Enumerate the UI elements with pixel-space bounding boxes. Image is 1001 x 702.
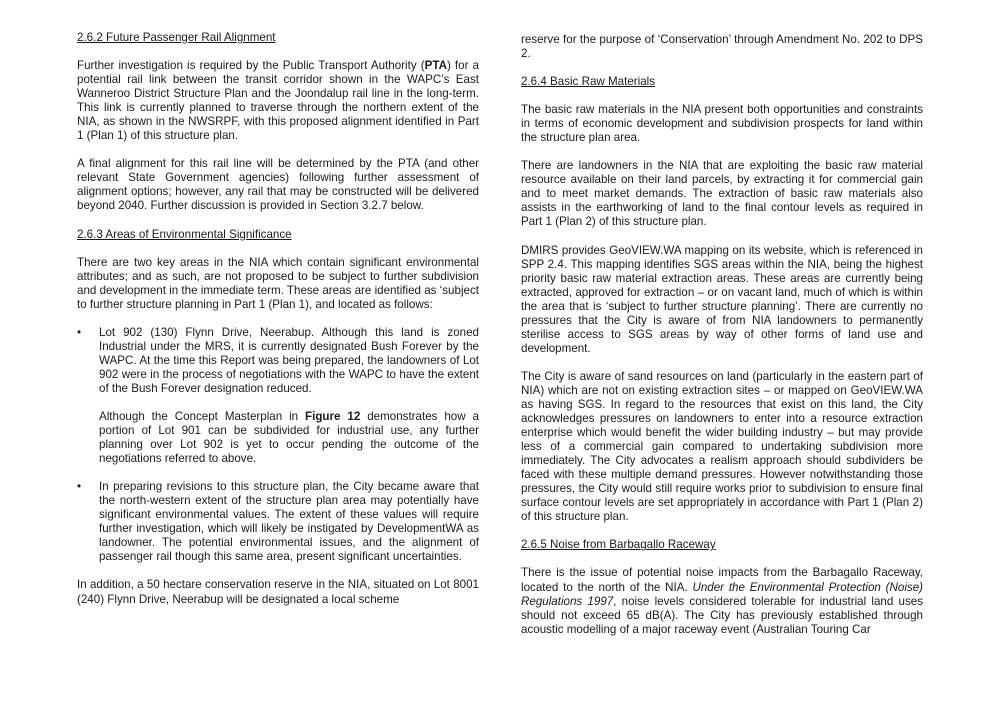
environmental-areas-list <box>77 326 479 565</box>
paragraph-rail-investigation: Further investigation is required by the Public Transport Authority (PTA) for a potential rail link between the transit corridor shown in the WAPC’s East Wanneroo District Structure Plan and the Joondalup rail line in the long-term. This link is currently planned to traverse through the northern extent of the NIA, as shown in the NWSRPF, with this proposed alignment identified in Part 1 (Plan 1) of this structure plan. <box>77 59 479 143</box>
bullet-north-western-extent: • In preparing revisions to this structure plan, the City became aware that the north-western extent of the structure plan area may potentially have significant environmental values. The extent of these values will require further investigation, which will likely be instigated by DevelopmentWA as landowner. The potential environmental issues, and the alignment of passenger rail though this same area, present significant uncertainties. <box>99 480 479 564</box>
paragraph-raw-materials-landowners: There are landowners in the NIA that are exploiting the basic raw material resource available on their land parcels, by extracting it for commercial gain and to meet market demands. The extraction of basic raw materials also assists in the earthworking of land to the final contour levels as required in Part 1 (Plan 2) of this structure plan. <box>521 159 923 229</box>
heading-2-6-4: 2.6.4 Basic Raw Materials <box>521 75 656 89</box>
bullet-lot-902-followup: Although the Concept Masterplan in Figure 12 demonstrates how a portion of Lot 901 can be subdivided for industrial use, any further planning over Lot 902 is yet to occur pending the outcome of the negotiations referred to above. <box>99 409 479 466</box>
paragraph-environmental-areas: There are two key areas in the NIA which contain significant environmental attributes; and as such, are not proposed to be subject to further subdivision and development in the immediate term. These areas are identified as ‘subject to further structure planning in Part 1 (Plan 1), and located as follows: <box>77 255 479 311</box>
paragraph-raw-materials-intro: The basic raw materials in the NIA present both opportunities and constraints in terms of economic development and subdivision prospects for land within the structure plan area. <box>521 103 923 145</box>
paragraph-rail-alignment: A final alignment for this rail line will be determined by the PTA (and other relevant State Government agencies) following further assessment of alignment options; however, any rail that may be constructed will be delivered beyond 2040. Further discussion is provided in Section 3.2.7 below. <box>77 157 479 213</box>
left-column <box>77 31 479 621</box>
right-column <box>521 33 923 651</box>
heading-2-6-2: 2.6.2 Future Passenger Rail Alignment <box>77 31 276 44</box>
figure-reference: Figure 12 <box>305 409 361 423</box>
heading-2-6-3: 2.6.3 Areas of Environmental Significance <box>77 227 292 241</box>
list-item <box>77 480 479 564</box>
paragraph-conservation-reserve: In addition, a 50 hectare conservation reserve in the NIA, situated on Lot 8001 (240) Flynn Drive, Neerabup will be designated a local scheme <box>77 578 479 606</box>
paragraph-raceway-noise: There is the issue of potential noise impacts from the Barbagallo Raceway, located to the north of the NIA. Under the Environmental Protection (Noise) Regulations 1997, noise levels considered tolerable for industrial land uses should not exceed 65 dB(A). The City has previously established through acoustic modelling of a major raceway event (Australian Touring Car <box>521 566 923 636</box>
regulation-title: Under the Environmental Protection (Noise) Regulations 1997 <box>521 580 923 608</box>
heading-2-6-5: 2.6.5 Noise from Barbagallo Raceway <box>521 538 716 552</box>
list-item <box>77 326 479 466</box>
paragraph-dmirs-geoview: DMIRS provides GeoVIEW.WA mapping on its website, which is referenced in SPP 2.4. This mapping identifies SGS areas within the NIA, being the highest priority basic raw material extraction areas. These areas are currently being extracted, approved for extraction – or on vacant land, much of which is within the area that is ‘subject to further structure planning’. There are currently no pressures that the City is aware of from NIA landowners to permanently sterilise access to SGS areas by way of other forms of land use and development. <box>521 243 923 355</box>
paragraph-sand-resources: The City is aware of sand resources on land (particularly in the eastern part of NIA) which are not on existing extraction sites – or mapped on GeoVIEW.WA as having SGS. In regard to the resources that exist on this land, the City acknowledges pressures on landowners to enter into a resource extraction enterprise which would benefit the wider building industry – but may provide less of a commercial gain compared to undertaking subdivision more immediately. The City advocates a realism approach should subdividers be faced with these multiple demand pressures. However notwithstanding those pressures, the City would still require works prior to subdivision to ensure final surface contour levels are set appropriately in accordance with Part 1 (Plan 2) of this structure plan. <box>521 369 923 524</box>
pta-abbreviation: PTA <box>424 59 447 73</box>
bullet-lot-902: • Lot 902 (130) Flynn Drive, Neerabup. Although this land is zoned Industrial under the MRS, it is currently designated Bush Forever by the WAPC. At the time this Report was being prepared, the landowners of Lot 902 were in the process of negotiations with the WAPC to have the extent of the Bush Forever designation reduced. <box>99 325 479 395</box>
paragraph-conservation-continued: reserve for the purpose of ‘Conservation’ through Amendment No. 202 to DPS 2. <box>521 33 923 61</box>
